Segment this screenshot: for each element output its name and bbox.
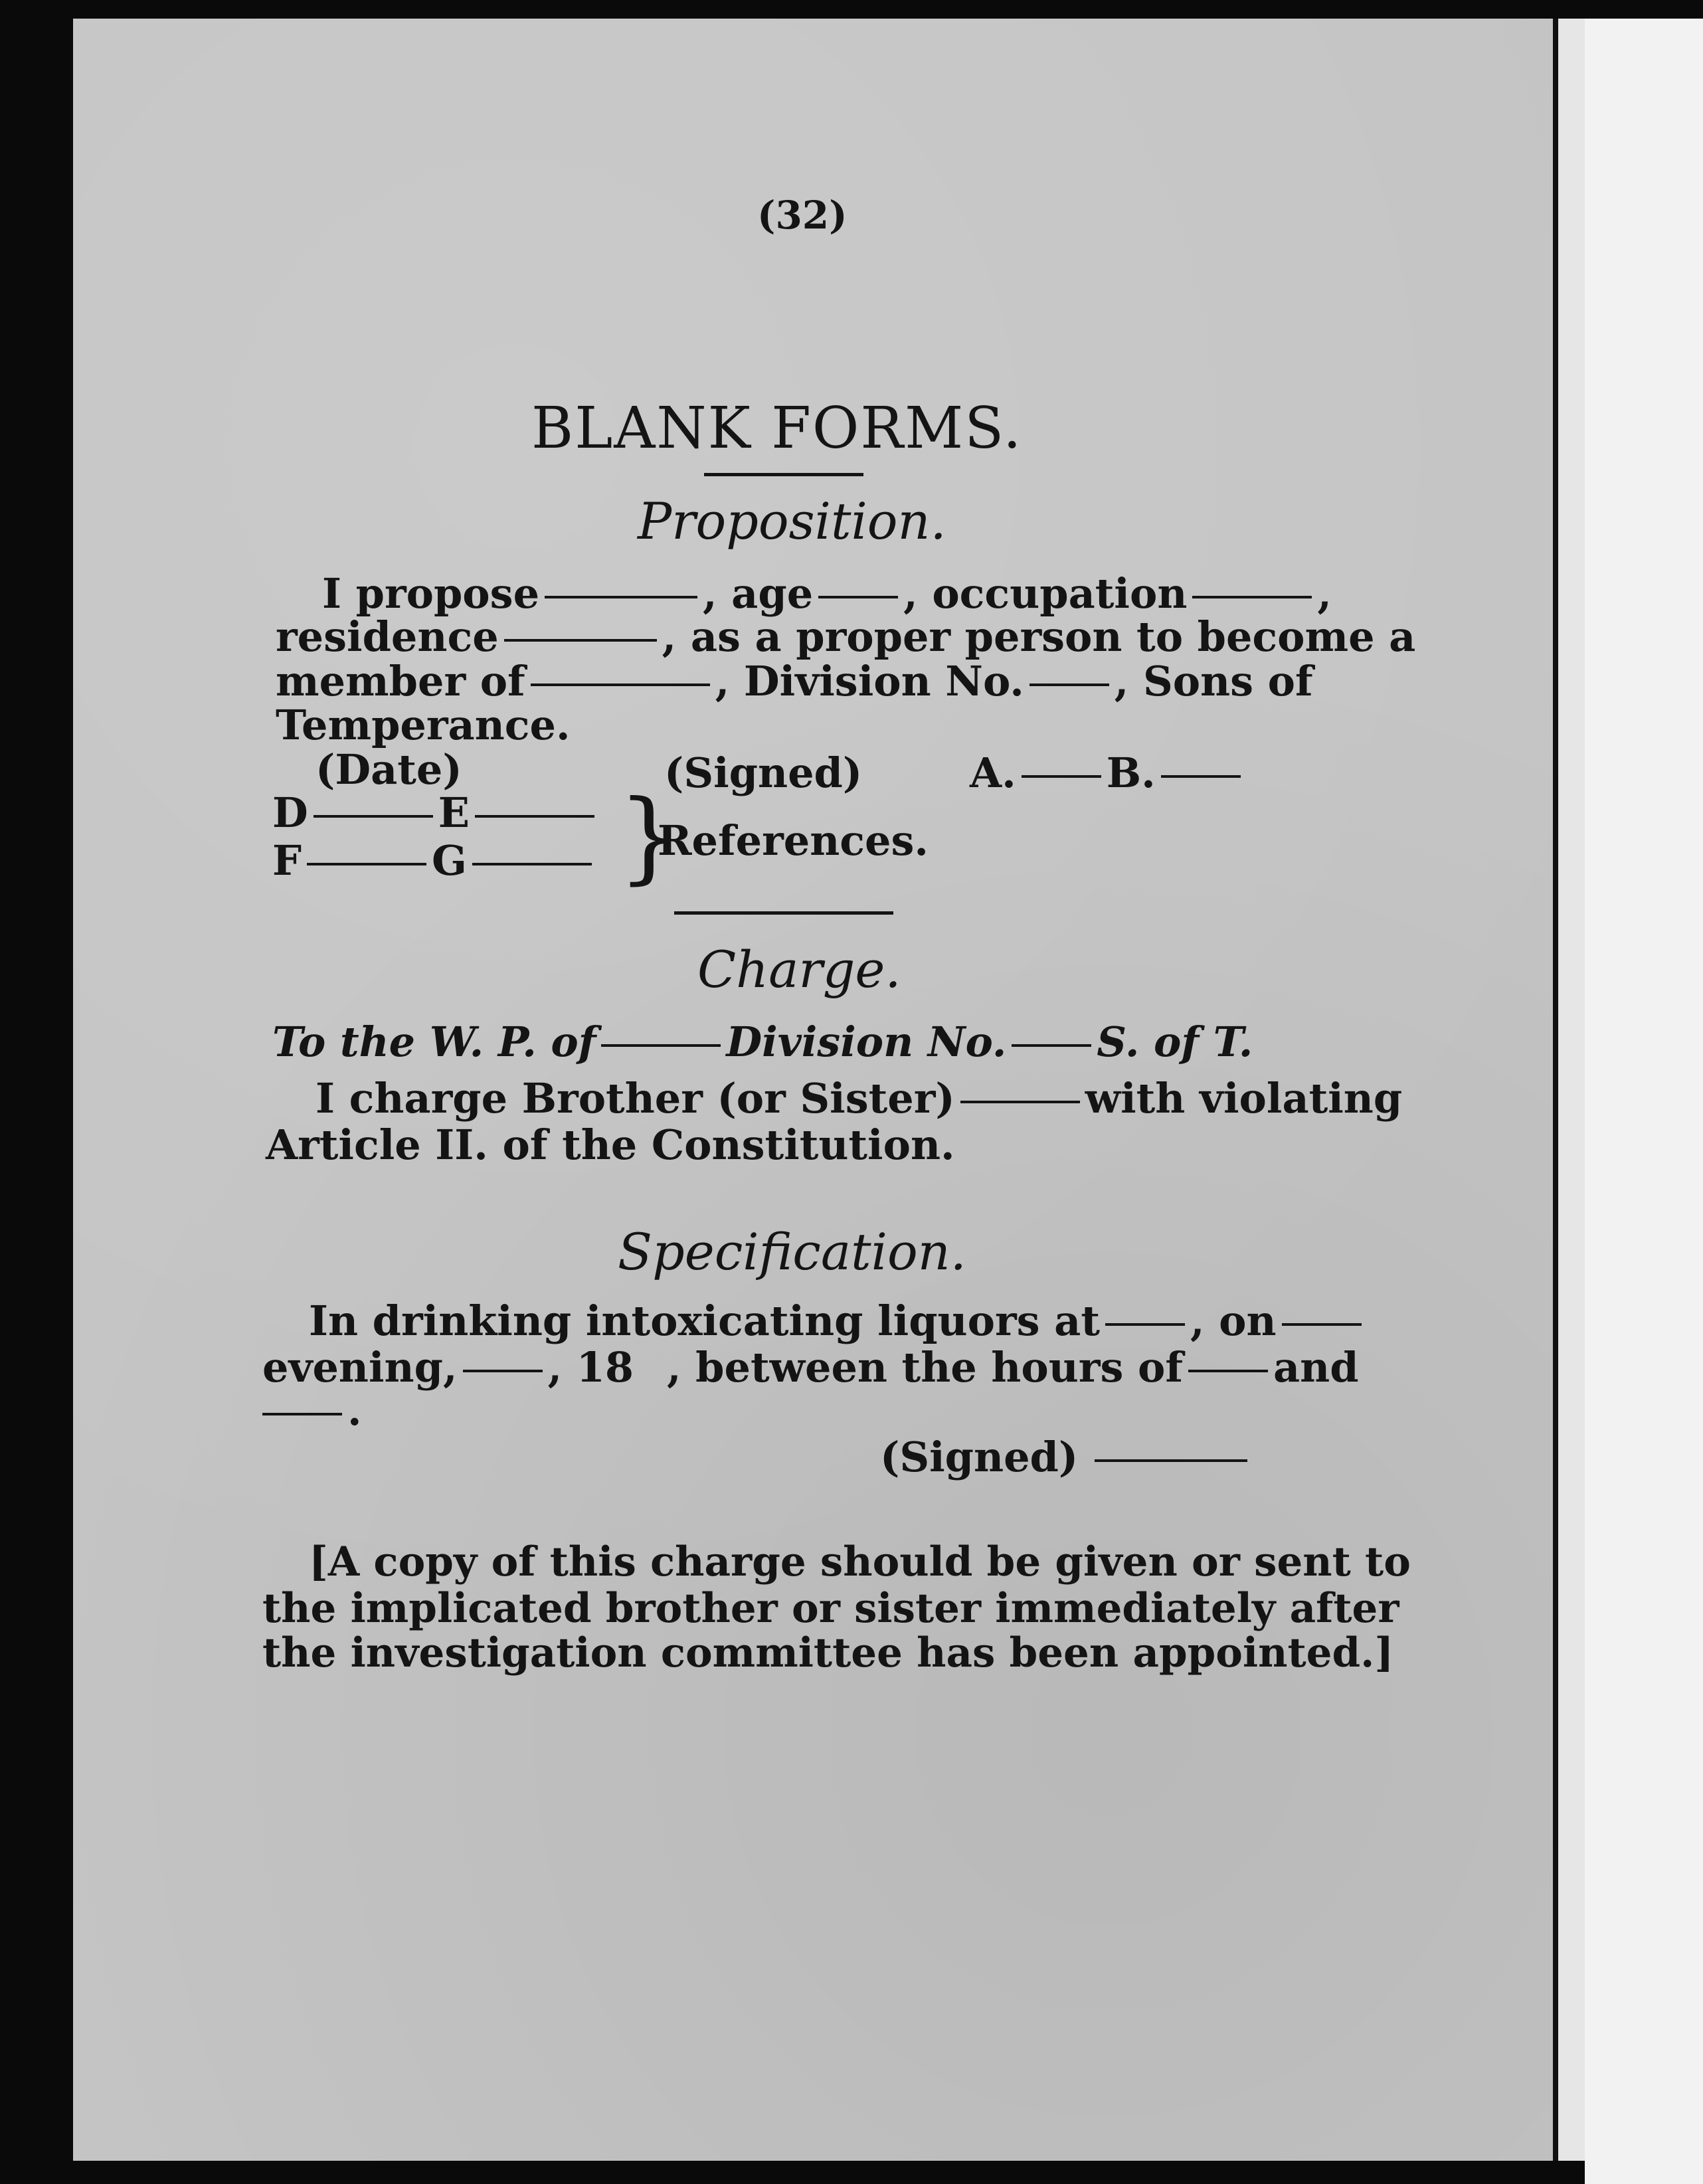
charge-heading: Charge.	[697, 940, 901, 999]
blank-line	[1282, 1323, 1362, 1326]
note-line-3: the investigation committee has been appointed.]	[262, 1629, 1394, 1677]
signed-label: (Signed)	[664, 749, 863, 797]
charge-line-2	[315, 1076, 1402, 1121]
reference-f: F	[272, 836, 302, 885]
proposition-text: , Division No.	[715, 657, 1024, 705]
title-rule	[704, 473, 863, 476]
proposition-line-3	[276, 659, 1313, 704]
specification-heading: Specification.	[618, 1222, 966, 1281]
proposition-line-1	[322, 571, 1332, 616]
section-rule	[674, 911, 893, 915]
blank-line	[1030, 683, 1109, 686]
charge-text: I charge Brother (or Sister)	[315, 1074, 955, 1123]
adjacent-page	[1585, 19, 1703, 2184]
specification-text: evening,	[262, 1343, 458, 1392]
blank-line	[545, 596, 697, 598]
blank-line	[262, 1413, 342, 1415]
charge-text: S. of T.	[1097, 1018, 1253, 1066]
note-line-1: [A copy of this charge should be given or sent to	[309, 1538, 1411, 1586]
charge-text: Division No.	[726, 1018, 1007, 1066]
blank-line	[818, 596, 898, 598]
blank-line	[504, 639, 657, 642]
proposition-text: , occupation	[903, 569, 1188, 618]
specification-text: .	[347, 1386, 362, 1435]
proposition-line-2	[276, 614, 1415, 660]
blank-line	[1188, 1370, 1268, 1372]
blank-line	[1192, 596, 1312, 598]
date-label: (Date)	[315, 745, 462, 794]
charge-text: with violating	[1085, 1074, 1403, 1123]
blank-line	[472, 863, 592, 865]
page-number: (32)	[757, 193, 848, 238]
charge-text: To the W. P. of	[272, 1018, 596, 1066]
blank-line	[601, 1044, 721, 1047]
specification-text: , between the hours of	[667, 1343, 1183, 1392]
proposition-text: ,	[1317, 569, 1332, 618]
blank-line	[307, 863, 426, 865]
reference-line-2	[272, 838, 597, 883]
signature-initial-a: A.	[970, 749, 1016, 797]
blank-line	[475, 815, 594, 818]
specification-text: , on	[1190, 1297, 1277, 1345]
reference-g: G	[432, 836, 467, 885]
reference-brace: }	[618, 779, 681, 895]
proposition-text: member of	[276, 657, 525, 705]
blank-line	[1012, 1044, 1091, 1047]
proposition-line-4: Temperance.	[276, 701, 571, 749]
blank-line	[1022, 775, 1101, 778]
proposition-text: I propose	[322, 569, 540, 618]
page-title: BLANK FORMS.	[531, 395, 1023, 462]
note-line-2: the implicated brother or sister immediately after	[262, 1585, 1399, 1632]
blank-line	[1095, 1459, 1247, 1462]
blank-line	[314, 815, 433, 818]
blank-line	[531, 683, 710, 686]
proposition-text: , Sons of	[1114, 657, 1313, 705]
charge-line-1	[272, 1020, 1253, 1065]
blank-line	[1105, 1323, 1185, 1326]
proposition-text: , as a proper person to become a	[662, 612, 1416, 661]
blank-line	[463, 1370, 543, 1372]
specification-text: and	[1273, 1343, 1359, 1392]
blank-line	[960, 1101, 1080, 1103]
specification-line-3	[262, 1388, 362, 1433]
proposition-text: residence	[276, 612, 499, 661]
specification-line-1	[309, 1299, 1367, 1344]
blank-line	[1161, 775, 1241, 778]
references-label: References.	[658, 816, 929, 865]
signature-initial-b: B.	[1106, 749, 1156, 797]
reference-line-1	[272, 790, 600, 836]
page-edge	[1553, 19, 1585, 2161]
reference-e: E	[438, 788, 470, 837]
charge-line-3: Article II. of the Constitution.	[266, 1121, 955, 1169]
specification-signed	[880, 1435, 1253, 1480]
specification-text: , 18	[547, 1343, 634, 1392]
proposition-heading: Proposition.	[638, 492, 946, 551]
reference-d: D	[272, 788, 308, 837]
proposition-text: , age	[703, 569, 814, 618]
specification-text: In drinking intoxicating liquors at	[309, 1297, 1100, 1345]
signed-label: (Signed)	[880, 1433, 1079, 1481]
specification-line-2	[262, 1345, 1359, 1390]
signature-line	[970, 751, 1246, 796]
